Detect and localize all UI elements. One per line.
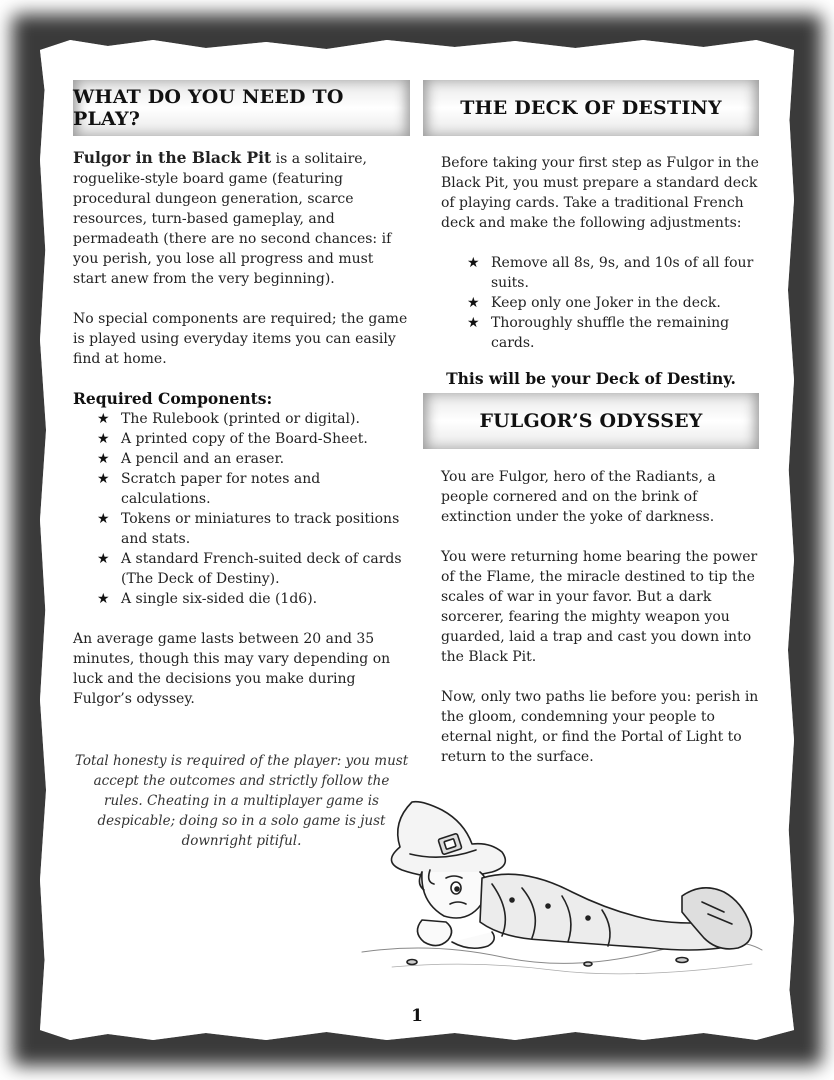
section-title: FULGOR’S ODYSSEY: [479, 410, 703, 432]
list-item-text: A pencil and an eraser.: [121, 451, 285, 467]
star-icon: ★: [97, 451, 110, 467]
list-item-text: Thoroughly shuffle the remaining cards.: [491, 315, 730, 351]
game-title: Fulgor in the Black Pit: [73, 148, 272, 167]
odyssey-paragraph-2: You were returning home bearing the power of the Flame, the miracle destined to tip the scales of war in your favor. But a dark sorcerer, fearing the mighty weapon you guarded, laid a trap and cast you down into the Black Pit.: [441, 549, 758, 665]
odyssey-paragraph-1: You are Fulgor, hero of the Radiants, a people cornered and on the brink of extinction under the yoke of darkness.: [441, 469, 716, 525]
honesty-quote: Total honesty is required of the player: you must accept the outcomes and strictly follow the rules. Cheating in a multiplayer game is despicable; doing so in a solo game is just downright pitiful.: [74, 753, 409, 849]
star-icon: ★: [467, 315, 480, 331]
adjustments-list: [467, 253, 759, 353]
list-item: [467, 293, 759, 313]
left-column: [73, 80, 410, 851]
right-column: [423, 80, 759, 767]
components-intro: No special components are required; the game is played using everyday items you can easily find at home.: [73, 311, 408, 367]
list-item: [97, 589, 410, 609]
list-item-text: Scratch paper for notes and calculations.: [121, 471, 321, 507]
list-item-text: A printed copy of the Board-Sheet.: [121, 431, 368, 447]
list-item: [97, 409, 410, 429]
list-item: [97, 429, 410, 449]
star-icon: ★: [97, 551, 110, 567]
components-list: [97, 409, 410, 609]
intro-text: is a solitaire, roguelike-style board game (featuring procedural dungeon generation, scarce resources, turn-based gameplay, and permadeath (there are no second chances: if you perish, you lose all progress and must start anew from the very beginning).: [73, 151, 392, 287]
deck-closing: This will be your Deck of Destiny.: [446, 369, 736, 388]
page-number: 1: [411, 1006, 423, 1026]
list-item: [97, 469, 410, 509]
list-item: [97, 549, 410, 589]
list-item-text: A standard French-suited deck of cards (The Deck of Destiny).: [121, 551, 402, 587]
list-item-text: Remove all 8s, 9s, and 10s of all four suits.: [491, 255, 754, 291]
list-item: [467, 253, 759, 293]
fulgor-illustration: [352, 792, 772, 980]
list-item-text: The Rulebook (printed or digital).: [121, 411, 360, 427]
section-header-deck-of-destiny: [423, 80, 759, 136]
list-item-text: Keep only one Joker in the deck.: [491, 295, 721, 311]
star-icon: ★: [467, 255, 480, 271]
duration-paragraph: An average game lasts between 20 and 35 minutes, though this may vary depending on luck and the decisions you make during Fulgor’s odyssey.: [73, 631, 391, 707]
section-header-what-you-need: [73, 80, 410, 136]
star-icon: ★: [97, 511, 110, 527]
list-item: [97, 509, 410, 549]
odyssey-paragraph-3: Now, only two paths lie before you: perish in the gloom, condemning your people to eternal night, or find the Portal of Light to return to the surface.: [441, 689, 759, 765]
list-item-text: Tokens or miniatures to track positions and stats.: [121, 511, 400, 547]
list-item-text: A single six-sided die (1d6).: [121, 591, 318, 607]
components-heading: Required Components:: [73, 389, 273, 408]
deck-paragraph: Before taking your first step as Fulgor in the Black Pit, you must prepare a standard deck of playing cards. Take a traditional French deck and make the following adjustments:: [441, 155, 759, 231]
section-title: WHAT DO YOU NEED TO PLAY?: [73, 86, 344, 130]
section-header-odyssey: [423, 393, 759, 449]
star-icon: ★: [97, 411, 110, 427]
list-item: [467, 313, 759, 353]
star-icon: ★: [97, 471, 110, 487]
section-title: THE DECK OF DESTINY: [460, 97, 722, 119]
star-icon: ★: [97, 591, 110, 607]
list-item: [97, 449, 410, 469]
star-icon: ★: [467, 295, 480, 311]
star-icon: ★: [97, 431, 110, 447]
intro-paragraph: [73, 148, 410, 289]
